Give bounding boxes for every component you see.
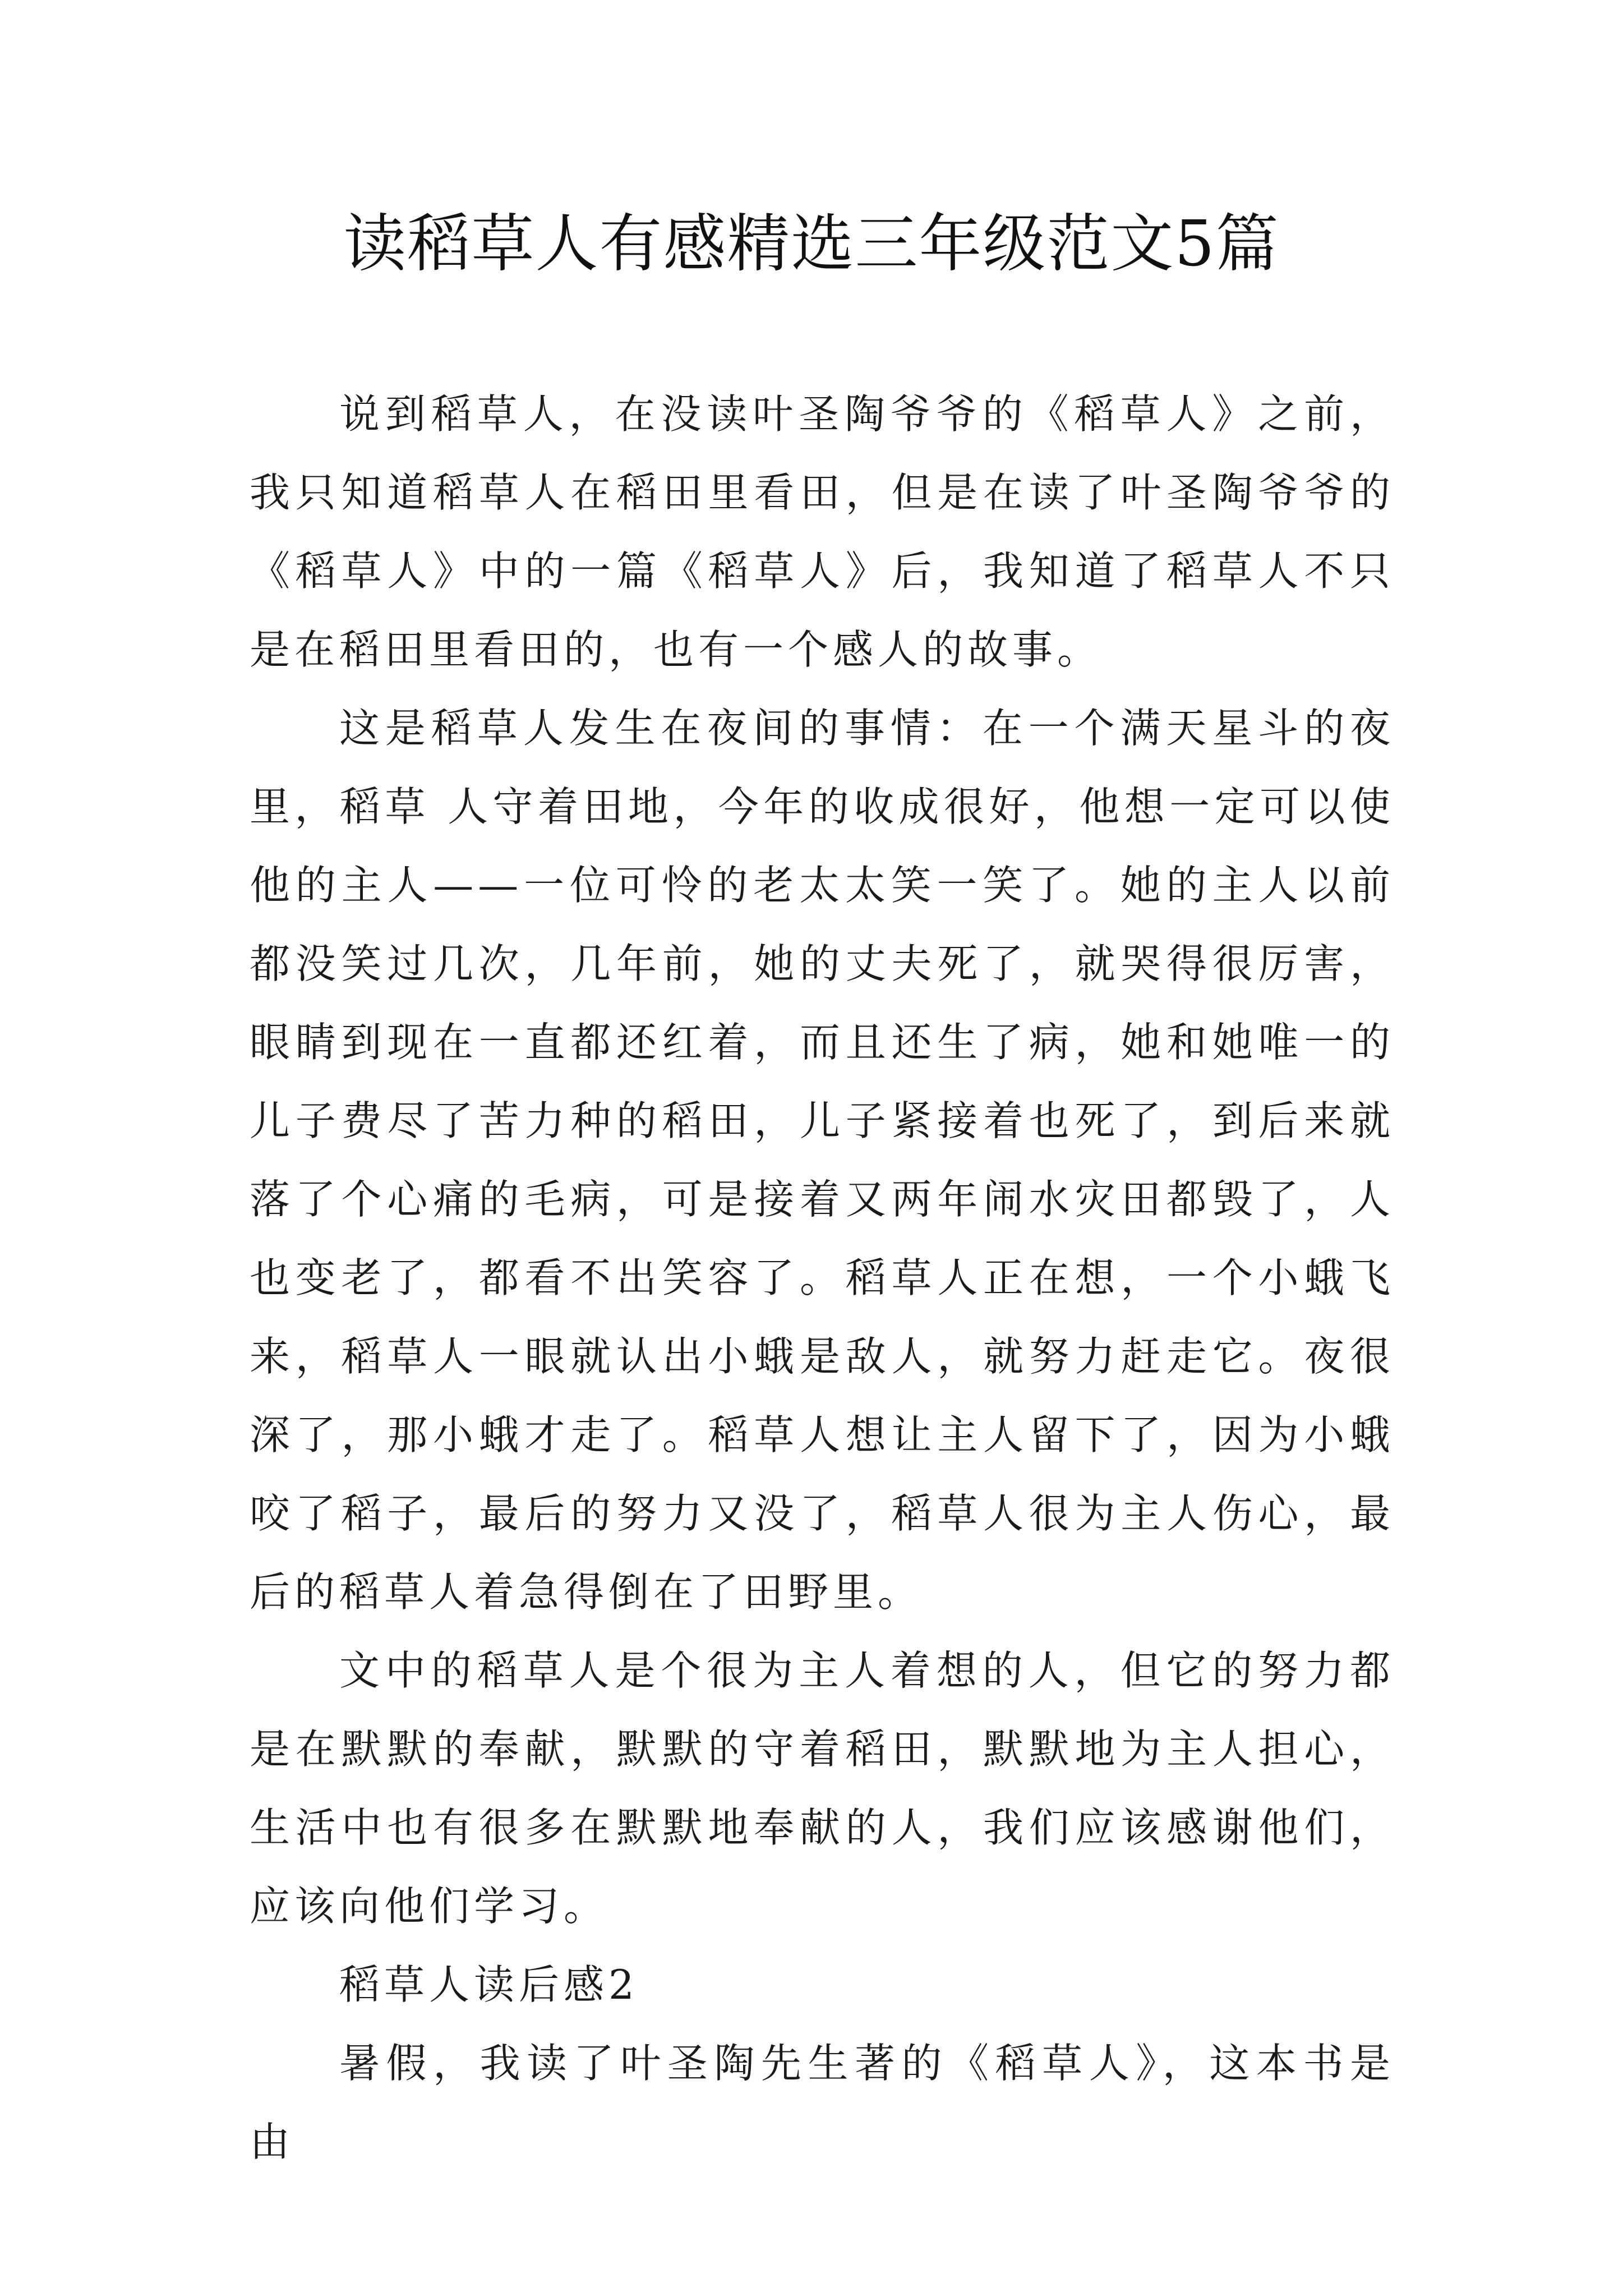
document-body: [250, 375, 1395, 2181]
paragraph-3: 文中的稻草人是个很为主人着想的人，但它的努力都是在默默的奉献，默默的守着稻田，默默地为主人担心，生活中也有很多在默默地奉献的人，我们应该感谢他们，应该向他们学习。: [250, 1647, 1395, 1930]
paragraph-2: 这是稻草人发生在夜间的事情：在一个满天星斗的夜里，稻草 人守着田地，今年的收成很好，他想一定可以使他的主人——一位可怜的老太太笑一笑了。她的主人以前都没笑过几次，几年前，她的丈夫死了，就哭得很厉害，眼睛到现在一直都还红着，而且还生了病，她和她唯一的儿子费尽了苦力种的稻田，儿子紧接着也死了，到后来就落了个心痛的毛病，可是接着又两年闹水灾田都毁了，人也变老了，都看不出笑容了。稻草人正在想，一个小蛾飞来，稻草人一眼就认出小蛾是敌人，就努力赶走它。夜很深了，那小蛾才走了。稻草人想让主人留下了，因为小蛾咬了稻子，最后的努力又没了，稻草人很为主人伤心，最后的稻草人着急得倒在了田野里。: [250, 705, 1395, 1616]
paragraph-1: 说到稻草人，在没读叶圣陶爷爷的《稻草人》之前，我只知道稻草人在稻田里看田，但是在读了叶圣陶爷爷的《稻草人》中的一篇《稻草人》后，我知道了稻草人不只是在稻田里看田的，也有一个感人的故事。: [250, 390, 1395, 673]
paragraph-4: 暑假，我读了叶圣陶先生著的《稻草人》，这本书是由: [250, 2040, 1395, 2165]
section-heading: 稻草人读后感2: [339, 1961, 639, 2008]
document-title: 读稻草人有感精选三年级范文5篇: [343, 208, 1280, 280]
